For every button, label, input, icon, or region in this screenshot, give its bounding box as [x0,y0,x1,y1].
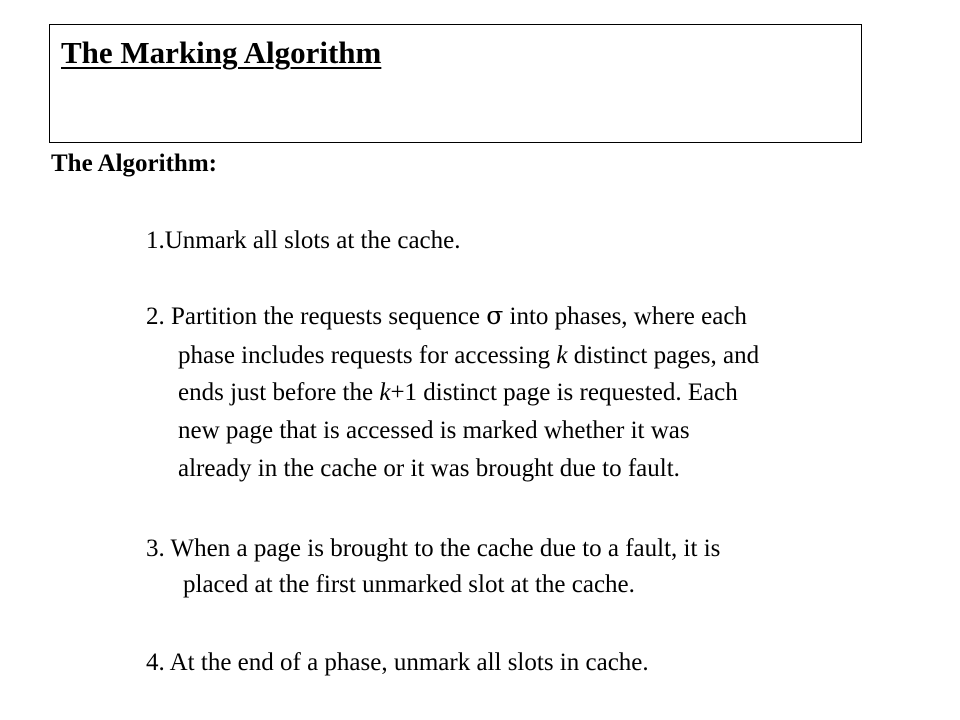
slide-title: The Marking Algorithm [61,35,382,70]
algorithm-heading: The Algorithm: [51,150,217,177]
step-2-line-3 [178,378,738,408]
step-4: 4. At the end of a phase, unmark all slots in cache. [146,649,649,676]
k-variable: k [379,379,391,406]
step-1: 1.Unmark all slots at the cache. [146,227,461,254]
step-2-line-1-end: into phases, where each [503,303,747,330]
k-variable: k [556,342,568,369]
step-3-line-1: 3. When a page is brought to the cache due to a fault, it is [146,535,721,562]
title-box [49,24,862,143]
step-2-line-3-start: ends just before the [178,379,380,406]
step-2-line-3-end: +1 distinct page is requested. Each [390,379,738,406]
sigma-symbol: σ [486,301,504,330]
step-2-line-2-start: phase includes requests for accessing [178,342,557,369]
step-2-line-1 [146,301,747,332]
step-2-line-2-end: distinct pages, and [567,342,760,369]
step-2-line-4: new page that is accessed is marked whether it was [178,417,690,444]
step-3-line-2: placed at the first unmarked slot at the cache. [183,571,635,598]
step-2-line-1-start: 2. Partition the requests sequence [146,303,487,330]
step-2-line-5: already in the cache or it was brought due to fault. [178,455,680,482]
step-2-line-2 [178,341,759,371]
